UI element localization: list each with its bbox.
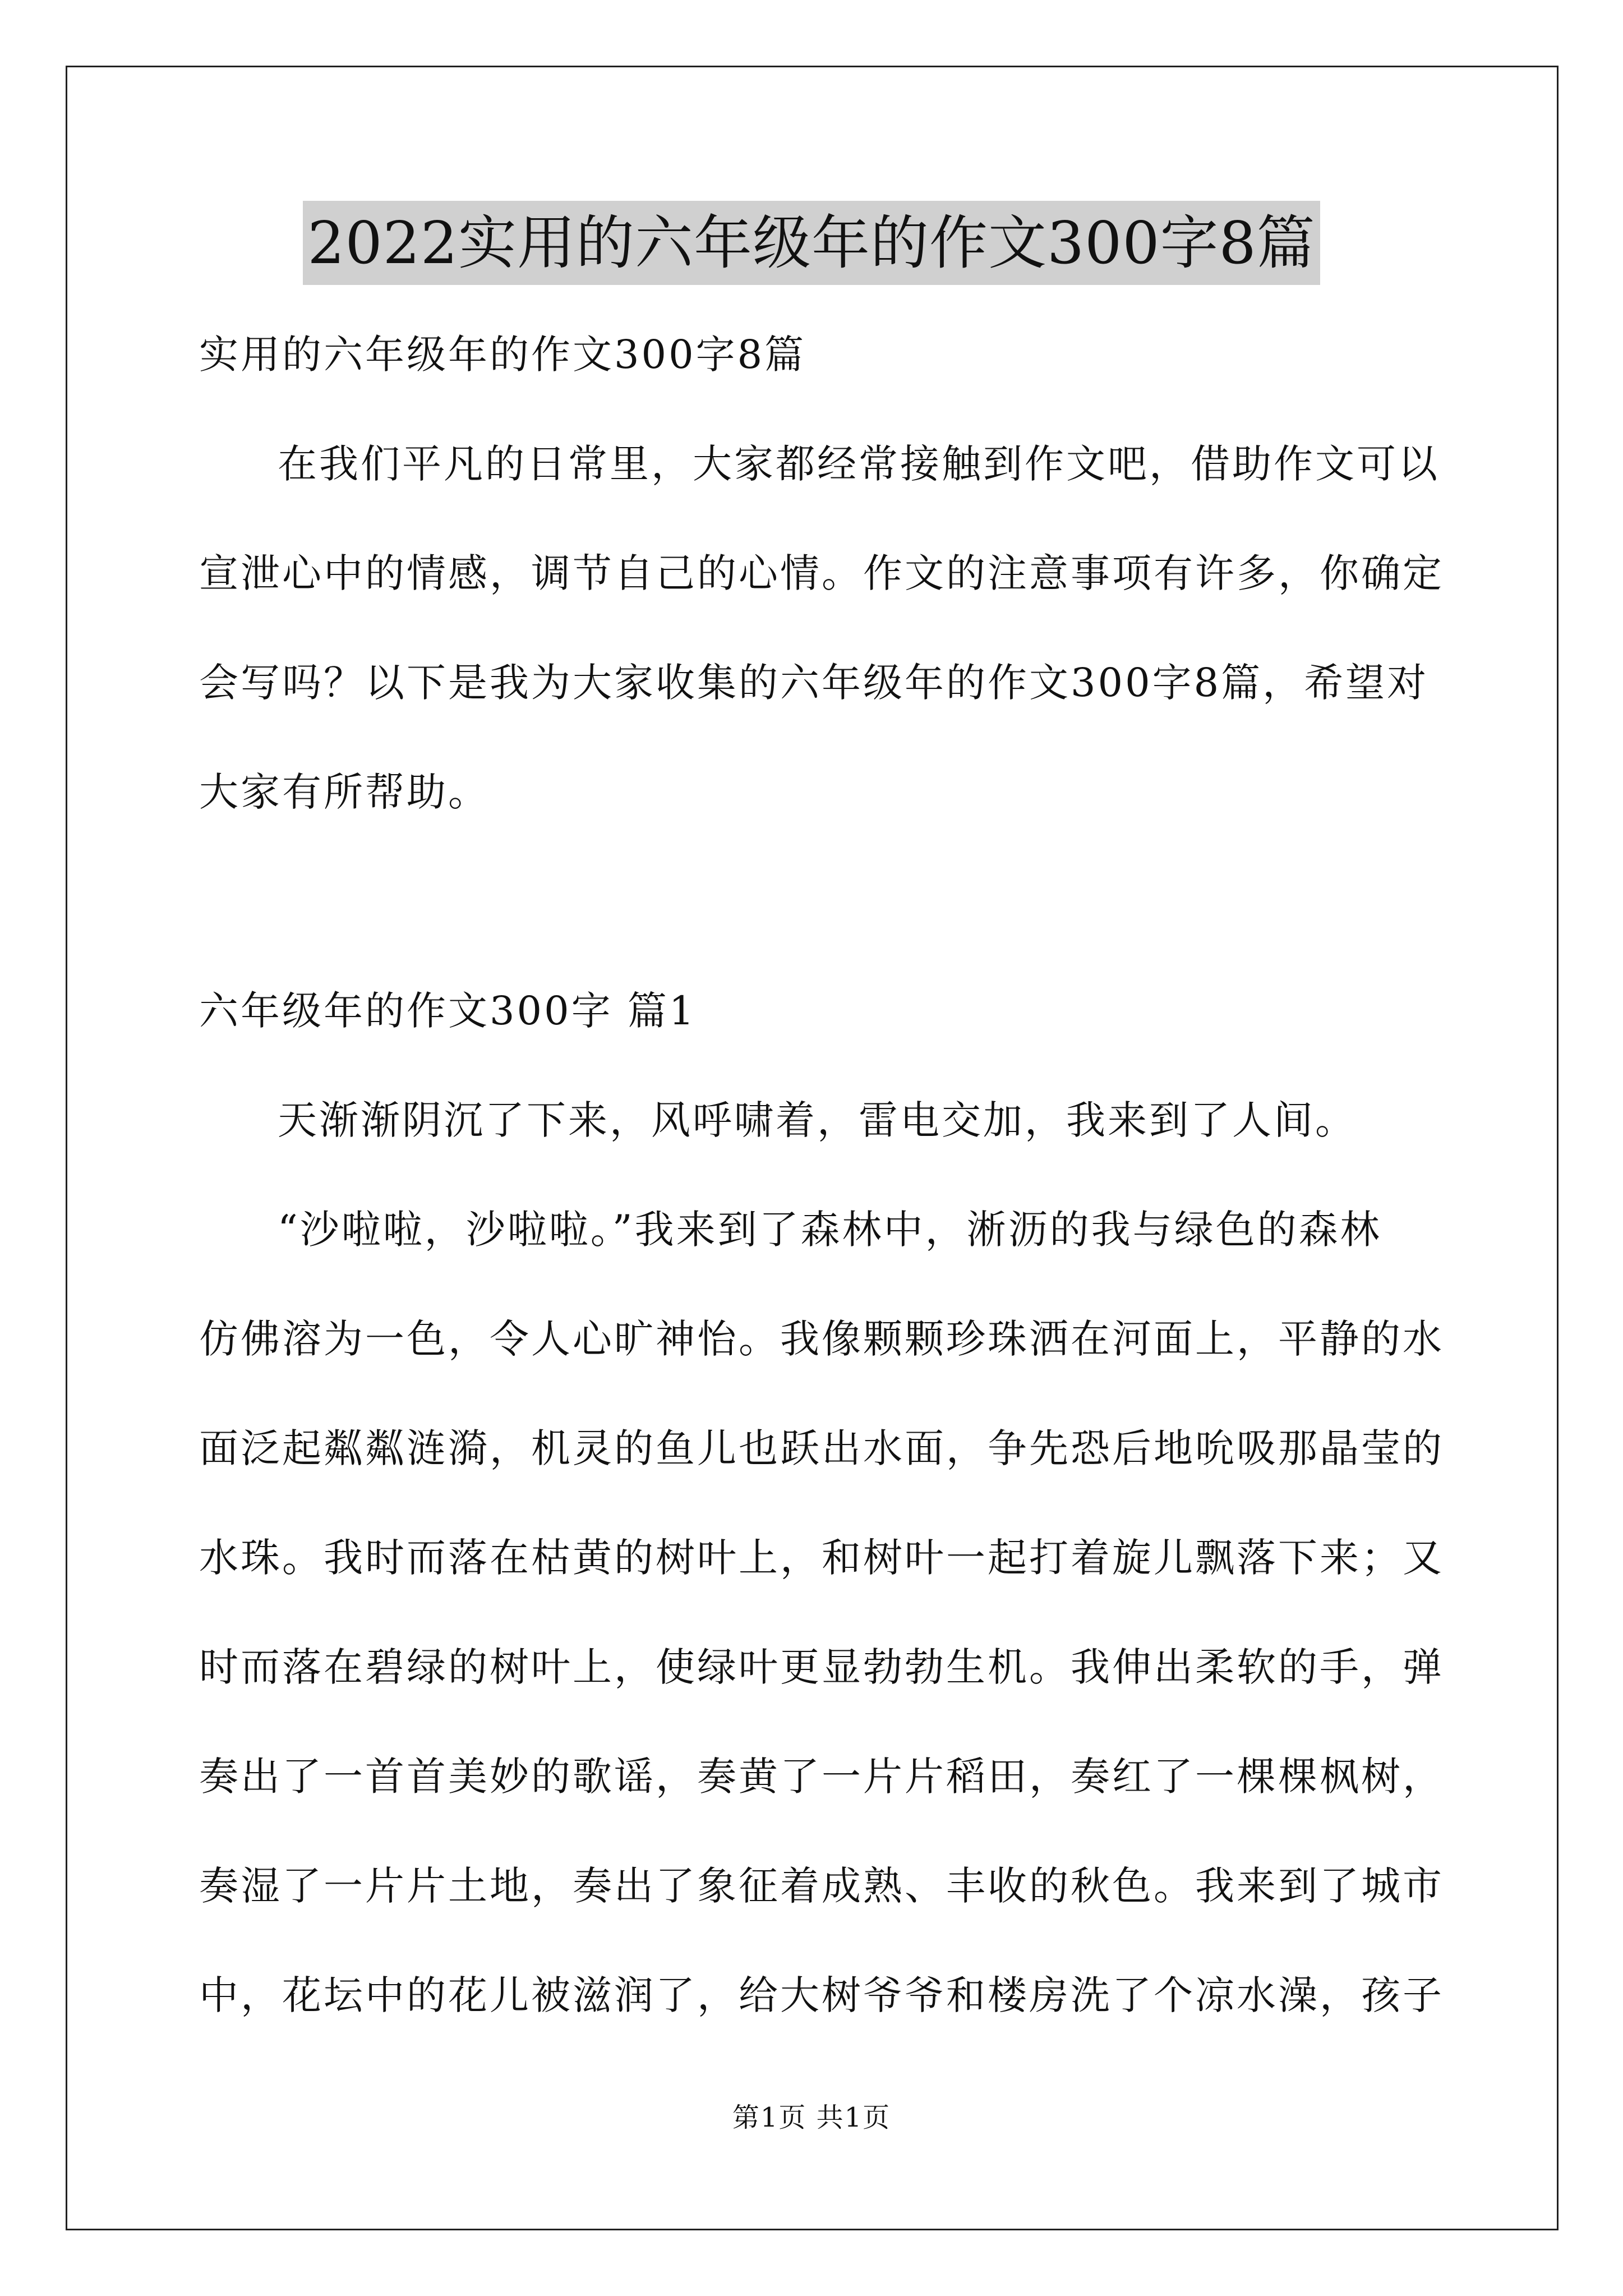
document-subtitle: 实用的六年级年的作文300字8篇 [199,332,806,378]
intro-line: 在我们平凡的日常里，大家都经常接触到作文吧，借助作文可以 [278,441,1440,487]
page-footer: 第1页 共1页 [732,2102,891,2133]
intro-line: 会写吗？以下是我为大家收集的六年级年的作文300字8篇，希望对 [199,660,1429,706]
intro-line: 宣泄心中的情感，调节自己的心情。作文的注意事项有许多，你确定 [199,550,1444,596]
intro-line: 大家有所帮助。 [199,769,490,815]
paragraph-line: 天渐渐阴沉了下来，风呼啸着，雷电交加，我来到了人间。 [278,1097,1357,1143]
document-body [199,300,1444,2050]
paragraph-gap [199,847,1427,956]
title-container [0,201,1623,285]
paragraph-line: 奏湿了一片片土地，奏出了象征着成熟、丰收的秋色。我来到了城市 [199,1863,1444,1909]
paragraph-line: 时而落在碧绿的树叶上，使绿叶更显勃勃生机。我伸出柔软的手，弹 [199,1644,1444,1690]
paragraph-line: 中，花坛中的花儿被滋润了，给大树爷爷和楼房洗了个凉水澡，孩子 [199,1972,1444,2018]
document-title: 2022实用的六年级年的作文300字8篇 [303,201,1320,285]
paragraph-line: 水珠。我时而落在枯黄的树叶上，和树叶一起打着旋儿飘落下来；又 [199,1535,1444,1581]
paragraph-line: 仿佛溶为一色，令人心旷神怡。我像颗颗珍珠洒在河面上，平静的水 [199,1316,1444,1362]
section-heading: 六年级年的作文300字 篇1 [199,988,697,1034]
paragraph-line: 奏出了一首首美妙的歌谣，奏黄了一片片稻田，奏红了一棵棵枫树， [199,1754,1444,1800]
paragraph-line: 面泛起粼粼涟漪，机灵的鱼儿也跃出水面，争先恐后地吮吸那晶莹的 [199,1425,1444,1471]
paragraph-line: “沙啦啦，沙啦啦。”我来到了森林中，淅沥的我与绿色的森林 [278,1207,1382,1253]
